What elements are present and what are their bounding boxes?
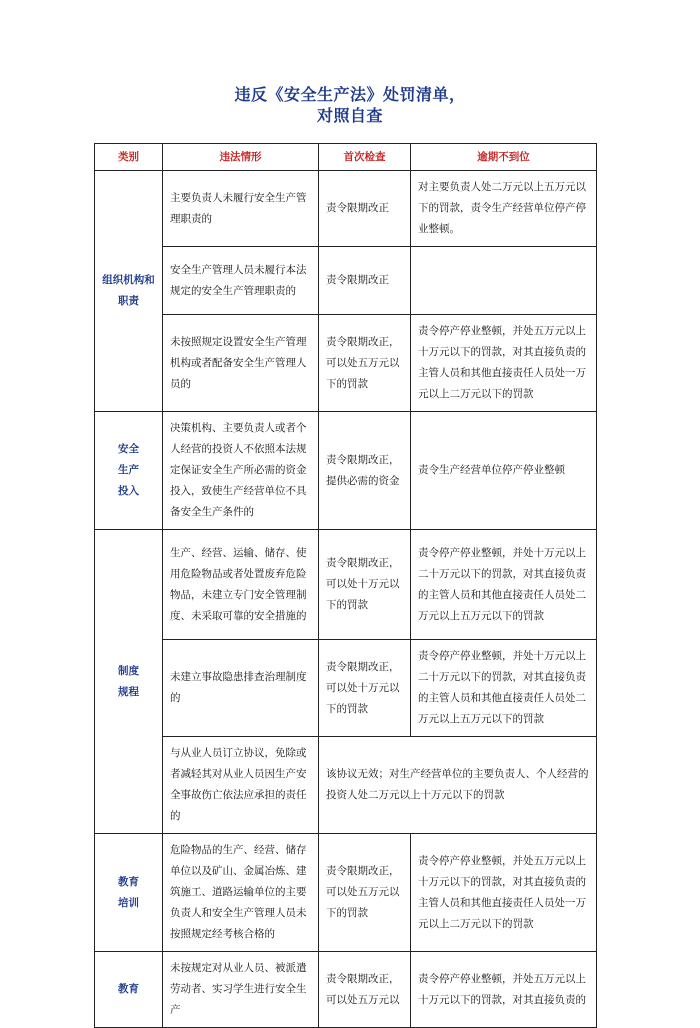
- title-line-1: 违反《安全生产法》处罚清单，: [234, 85, 466, 104]
- document-title: [0, 84, 700, 126]
- first-check-cell: 责令限期改正，提供必需的资金: [319, 412, 411, 530]
- first-check-cell: 责令限期改正，可以处十万元以下的罚款: [319, 530, 411, 640]
- first-check-cell: 责令限期改正，可以处五万元以: [319, 952, 411, 1028]
- category-cell: [95, 412, 163, 530]
- violation-cell: 危险物品的生产、经营、储存单位以及矿山、金属冶炼、建筑施工、道路运输单位的主要负责人和安全生产管理人员未按照规定经考核合格的: [163, 834, 319, 952]
- table-row: [95, 834, 597, 952]
- category-label: 投入: [118, 485, 139, 497]
- header-violation: 违法情形: [163, 144, 319, 171]
- category-label: 制度: [118, 664, 139, 677]
- overdue-cell: [411, 247, 597, 315]
- category-cell: [95, 834, 163, 952]
- first-check-cell: 责令限期改正，可以处十万元以下的罚款: [319, 640, 411, 737]
- violation-cell: 与从业人员订立协议，免除或者减轻其对从业人员因生产安全事故伤亡依法应承担的责任的: [163, 737, 319, 834]
- table-row: [95, 737, 597, 834]
- overdue-cell: 责令生产经营单位停产停业整顿: [411, 412, 597, 530]
- violation-cell: 未按照规定设置安全生产管理机构或者配备安全生产管理人员的: [163, 315, 319, 412]
- table-body: [95, 171, 597, 1028]
- header-first-check: 首次检查: [319, 144, 411, 171]
- table-row: [95, 412, 597, 530]
- category-label: 教育: [118, 983, 139, 995]
- violation-cell: 未按规定对从业人员、被派遣劳动者、实习学生进行安全生产: [163, 952, 319, 1028]
- first-check-cell: 责令限期改正，可以处五万元以下的罚款: [319, 834, 411, 952]
- overdue-cell: 责令停产停业整顿，并处五万元以上十万元以下的罚款，对其直接负责的主管人员和其他直接责任人员处一万元以上二万元以下的罚款: [411, 834, 597, 952]
- table-row: [95, 315, 597, 412]
- violation-cell: 未建立事故隐患排查治理制度的: [163, 640, 319, 737]
- category-label: 组织机构和: [102, 274, 155, 286]
- overdue-cell: 责令停产停业整顿，并处十万元以上二十万元以下的罚款，对其直接负责的主管人员和其他直接责任人员处二万元以上五万元以下的罚款: [411, 640, 597, 737]
- category-label: 安全: [118, 443, 139, 455]
- category-label: 培训: [118, 896, 139, 909]
- category-label: 职责: [118, 295, 139, 307]
- category-cell: [95, 171, 163, 412]
- first-check-cell: 责令限期改正: [319, 247, 411, 315]
- violation-cell: 生产、经营、运输、储存、使用危险物品或者处置废弃危险物品，未建立专门安全管理制度、未采取可靠的安全措施的: [163, 530, 319, 640]
- table-row: [95, 171, 597, 247]
- overdue-cell: 责令停产停业整顿，并处十万元以上二十万元以下的罚款，对其直接负责的主管人员和其他直接责任人员处二万元以上五万元以下的罚款: [411, 530, 597, 640]
- violation-cell: 安全生产管理人员未履行本法规定的安全生产管理职责的: [163, 247, 319, 315]
- category-label: 生产: [118, 464, 139, 476]
- table-row: [95, 247, 597, 315]
- merged-penalty-cell: 该协议无效；对生产经营单位的主要负责人、个人经营的投资人处二万元以上十万元以下的罚款: [319, 737, 597, 834]
- table-header-row: [95, 144, 597, 171]
- violation-cell: 决策机构、主要负责人或者个人经营的投资人不依照本法规定保证安全生产所必需的资金投入，致使生产经营单位不具备安全生产条件的: [163, 412, 319, 530]
- header-category: 类别: [95, 144, 163, 171]
- title-line-2: 对照自查: [316, 106, 383, 125]
- header-overdue: 逾期不到位: [411, 144, 597, 171]
- first-check-cell: 责令限期改正: [319, 171, 411, 247]
- table-row: [95, 530, 597, 640]
- category-label: 规程: [118, 685, 139, 698]
- table-row: [95, 640, 597, 737]
- overdue-cell: 责令停产停业整顿，并处五万元以上十万元以下的罚款，对其直接负责的: [411, 952, 597, 1028]
- violation-cell: 主要负责人未履行安全生产管理职责的: [163, 171, 319, 247]
- overdue-cell: 责令停产停业整顿，并处五万元以上十万元以下的罚款，对其直接负责的主管人员和其他直接责任人员处一万元以上二万元以下的罚款: [411, 315, 597, 412]
- first-check-cell: 责令限期改正，可以处五万元以下的罚款: [319, 315, 411, 412]
- overdue-cell: 对主要负责人处二万元以上五万元以下的罚款，责令生产经营单位停产停业整顿。: [411, 171, 597, 247]
- penalty-table: [94, 143, 597, 1028]
- category-label: 教育: [118, 875, 139, 888]
- category-cell: [95, 530, 163, 834]
